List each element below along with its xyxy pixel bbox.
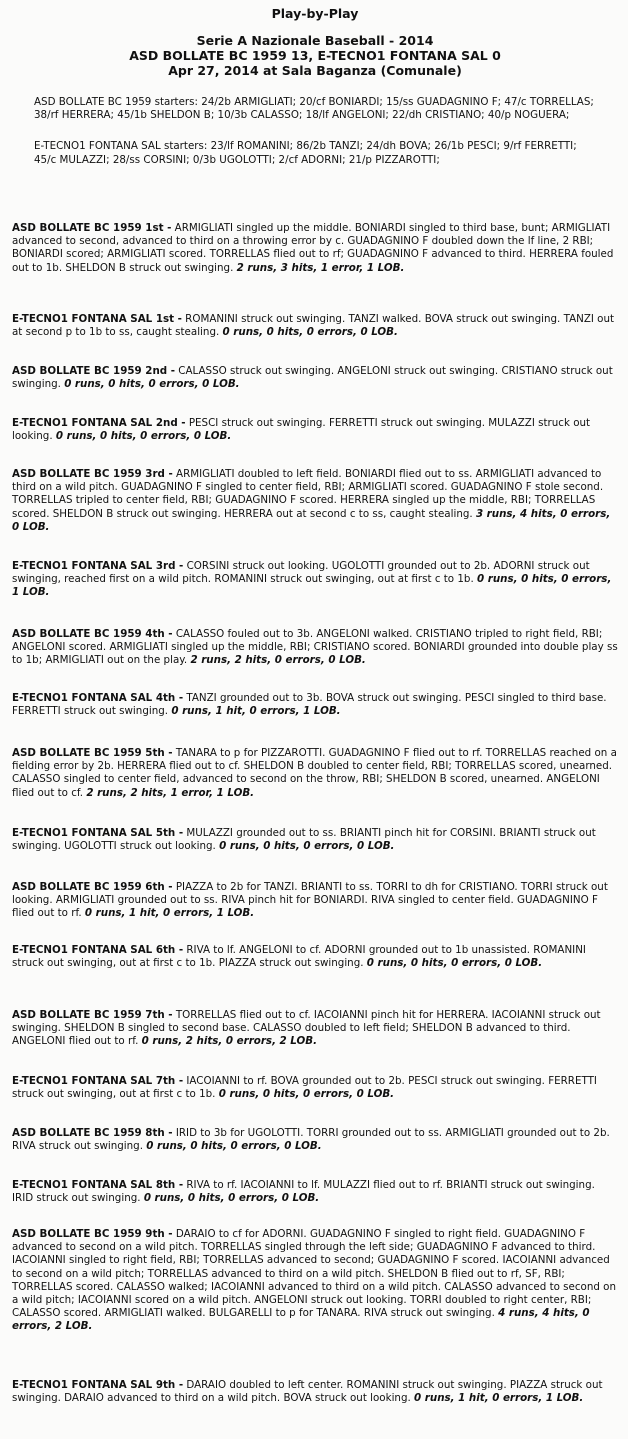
inning-entry xyxy=(12,560,618,600)
inning-team-label: ASD BOLLATE BC 1959 1st - xyxy=(12,222,172,234)
inning-entry xyxy=(12,1379,618,1405)
inning-entry xyxy=(12,827,618,853)
inning-team-label: ASD BOLLATE BC 1959 4th - xyxy=(12,628,173,640)
inning-summary: 0 runs, 0 hits, 0 errors, 0 LOB. xyxy=(222,326,398,339)
inning-summary: 4 runs, 4 hits, 0 errors, 2 LOB. xyxy=(12,1307,590,1333)
inning-plays: IRID to 3b for UGOLOTTI. TORRI grounded out to ss. ARMIGLIATI grounded out to 2b. RIVA struck out swinging. xyxy=(12,1127,610,1153)
inning-entry xyxy=(12,1228,618,1334)
away-starters: E-TECNO1 FONTANA SAL starters: 23/lf ROMANINI; 86/2b TANZI; 24/dh BOVA; 26/1b PESCI; 9/rf FERRETTI; 45/c MULAZZI; 28/ss CORSINI; 0/3b UGOLOTTI; 2/cf ADORNI; 21/p PIZZAROTTI; xyxy=(34,140,577,166)
inning-plays: RIVA to rf. IACOIANNI to lf. MULAZZI flied out to rf. BRIANTI struck out swinging. IRID struck out swinging. xyxy=(12,1179,595,1205)
inning-entry xyxy=(12,628,618,668)
inning-plays: ARMIGLIATI singled up the middle. BONIARDI singled to third base, bunt; ARMIGLIATI advanced to second, advanced to third on a throwing error by c. GUADAGNINO F doubled down the lf line, 2 RBI; BONIARDI scored; ARMIGLIATI scored. TORRELLAS flied out to rf; GUADAGNINO F advanced to third. HERRERA fouled out to 1b. SHELDON B struck out swinging. xyxy=(12,222,614,274)
inning-team-label: ASD BOLLATE BC 1959 3rd - xyxy=(12,468,173,480)
inning-summary: 2 runs, 2 hits, 0 errors, 0 LOB. xyxy=(190,654,366,667)
inning-entry xyxy=(12,417,618,443)
game-date-venue: Apr 27, 2014 at Sala Baganza (Comunale) xyxy=(168,63,462,78)
inning-summary: 0 runs, 0 hits, 0 errors, 0 LOB. xyxy=(218,1088,395,1101)
inning-entry xyxy=(12,222,618,275)
inning-team-label: ASD BOLLATE BC 1959 9th - xyxy=(12,1228,173,1240)
inning-team-label: E-TECNO1 FONTANA SAL 5th - xyxy=(12,827,184,839)
inning-plays: CALASSO struck out swinging. ANGELONI struck out swinging. CRISTIANO struck out swinging. xyxy=(12,365,613,391)
inning-team-label: E-TECNO1 FONTANA SAL 2nd - xyxy=(12,417,186,429)
inning-plays: PESCI struck out swinging. FERRETTI struck out swinging. MULAZZI struck out looking. xyxy=(12,417,591,443)
inning-summary: 0 runs, 0 hits, 0 errors, 0 LOB. xyxy=(143,1192,320,1205)
inning-entry xyxy=(12,944,618,970)
inning-summary: 0 runs, 0 hits, 0 errors, 0 LOB. xyxy=(64,378,240,391)
inning-team-label: E-TECNO1 FONTANA SAL 4th - xyxy=(12,692,184,704)
inning-summary: 0 runs, 1 hit, 0 errors, 1 LOB. xyxy=(84,907,255,920)
inning-summary: 2 runs, 2 hits, 1 error, 1 LOB. xyxy=(86,786,255,799)
inning-entry xyxy=(12,747,618,800)
inning-plays: CORSINI struck out looking. UGOLOTTI grounded out to 2b. ADORNI struck out swinging, reached first on a wild pitch. ROMANINI struck out swinging, out at first c to 1b. xyxy=(12,560,590,586)
inning-plays: TORRELLAS flied out to cf. IACOIANNI pinch hit for HERRERA. IACOIANNI struck out swinging. SHELDON B singled to second base. CALASSO doubled to left field; SHELDON B advanced to third. ANGELONI flied out to rf. xyxy=(12,1009,601,1048)
inning-team-label: E-TECNO1 FONTANA SAL 7th - xyxy=(12,1075,184,1087)
inning-team-label: ASD BOLLATE BC 1959 8th - xyxy=(12,1127,173,1139)
inning-plays: DARAIO to cf for ADORNI. GUADAGNINO F singled to right field. GUADAGNINO F advanced to second on a wild pitch. TORRELLAS singled through the left side; GUADAGNINO F advanced to third. IACOIANNI singled to right field, RBI; TORRELLAS advanced to second; GUADAGNINO F scored. IACOIANNI advanced to second on a wild pitch; TORRELLAS advanced to third on a wild pitch. SHELDON B flied out to rf, SF, RBI; TORRELLAS scored. CALASSO walked; IACOIANNI advanced to third on a wild pitch. CALASSO advanced to second on a wild pitch; IACOIANNI scored on a wild pitch. ANGELONI struck out looking. TORRI doubled to right center, RBI; CALASSO scored. ARMIGLIATI walked. BULGARELLI to p for TANARA. RIVA struck out swinging. xyxy=(12,1228,617,1320)
home-starters: ASD BOLLATE BC 1959 starters: 24/2b ARMIGLIATI; 20/cf BONIARDI; 15/ss GUADAGNINO F; 47/c TORRELLAS; 38/rf HERRERA; 45/1b SHELDON B; 10/3b CALASSO; 18/lf ANGELONI; 22/dh CRISTIANO; 40/p NOGUERA; xyxy=(34,96,594,122)
inning-plays: PIAZZA to 2b for TANZI. BRIANTI to ss. TORRI to dh for CRISTIANO. TORRI struck out looking. ARMIGLIATI grounded out to ss. RIVA pinch hit for BONIARDI. RIVA singled to center field. GUADAGNINO F flied out to rf. xyxy=(12,881,608,920)
inning-team-label: E-TECNO1 FONTANA SAL 3rd - xyxy=(12,560,184,572)
inning-entry xyxy=(12,1075,618,1101)
starting-lineups xyxy=(12,96,618,167)
game-score: ASD BOLLATE BC 1959 13, E-TECNO1 FONTANA SAL 0 xyxy=(129,48,501,63)
inning-entry xyxy=(12,692,618,718)
inning-summary: 2 runs, 3 hits, 1 error, 1 LOB. xyxy=(236,261,405,274)
inning-team-label: ASD BOLLATE BC 1959 2nd - xyxy=(12,365,176,377)
inning-summary: 0 runs, 0 hits, 0 errors, 0 LOB. xyxy=(146,1140,322,1153)
inning-team-label: E-TECNO1 FONTANA SAL 8th - xyxy=(12,1179,184,1191)
inning-plays: ROMANINI struck out swinging. TANZI walked. BOVA struck out swinging. TANZI out at second p to 1b to ss, caught stealing. xyxy=(12,313,615,339)
inning-summary: 0 runs, 0 hits, 0 errors, 0 LOB. xyxy=(366,957,543,970)
inning-team-label: E-TECNO1 FONTANA SAL 1st - xyxy=(12,313,182,325)
inning-team-label: ASD BOLLATE BC 1959 5th - xyxy=(12,747,173,759)
inning-entry xyxy=(12,1009,618,1049)
inning-entry xyxy=(12,365,618,391)
inning-entry xyxy=(12,1127,618,1153)
inning-plays: TANARA to p for PIZZAROTTI. GUADAGNINO F flied out to rf. TORRELLAS reached on a fielding error by 2b. HERRERA flied out to cf. SHELDON B doubled to center field, RBI; TORRELLAS scored, unearned. CALASSO singled to center field, advanced to second on the throw, RBI; SHELDON B scored, unearned. ANGELONI flied out to cf. xyxy=(12,747,617,799)
inning-plays: MULAZZI grounded out to ss. BRIANTI pinch hit for CORSINI. BRIANTI struck out swinging. UGOLOTTI struck out looking. xyxy=(12,827,596,853)
inning-entry xyxy=(12,313,618,339)
inning-team-label: ASD BOLLATE BC 1959 7th - xyxy=(12,1009,173,1021)
inning-entry xyxy=(12,468,618,534)
inning-plays: RIVA to lf. ANGELONI to cf. ADORNI grounded out to 1b unassisted. ROMANINI struck out swinging, out at first c to 1b. PIAZZA struck out swinging. xyxy=(12,944,586,970)
inning-team-label: ASD BOLLATE BC 1959 6th - xyxy=(12,881,173,893)
inning-entry xyxy=(12,1179,618,1205)
report-header xyxy=(12,0,618,78)
inning-summary: 0 runs, 1 hit, 0 errors, 1 LOB. xyxy=(414,1392,584,1405)
inning-plays: TANZI grounded out to 3b. BOVA struck out swinging. PESCI singled to third base. FERRETTI struck out swinging. xyxy=(12,692,607,718)
inning-summary: 0 runs, 1 hit, 0 errors, 1 LOB. xyxy=(171,705,341,718)
league-name: Serie A Nazionale Baseball - 2014 xyxy=(196,33,434,48)
inning-summary: 0 runs, 2 hits, 0 errors, 2 LOB. xyxy=(141,1035,318,1048)
inning-plays: CALASSO fouled out to 3b. ANGELONI walked. CRISTIANO tripled to right field, RBI; ANGELONI scored. ARMIGLIATI singled up the middle, RBI; CRISTIANO scored. BONIARDI grounded into double play ss to 1b; ARMIGLIATI out on the play. xyxy=(12,628,618,667)
inning-summary: 0 runs, 0 hits, 0 errors, 0 LOB. xyxy=(219,840,395,853)
inning-summary: 0 runs, 0 hits, 0 errors, 1 LOB. xyxy=(12,573,612,599)
report-title: Play-by-Play xyxy=(271,6,359,21)
inning-plays: DARAIO doubled to left center. ROMANINI struck out swinging. PIAZZA struck out swinging. DARAIO advanced to third on a wild pitch. BOVA struck out looking. xyxy=(12,1379,603,1405)
inning-plays: IACOIANNI to rf. BOVA grounded out to 2b. PESCI struck out swinging. FERRETTI struck out swinging, out at first c to 1b. xyxy=(12,1075,597,1101)
inning-plays: ARMIGLIATI doubled to left field. BONIARDI flied out to ss. ARMIGLIATI advanced to third on a wild pitch. GUADAGNINO F singled to center field, RBI; ARMIGLIATI scored. GUADAGNINO F stole second. TORRELLAS tripled to center field, RBI; GUADAGNINO F scored. HERRERA singled up the middle, RBI; TORRELLAS scored. SHELDON B struck out swinging. HERRERA out at second c to ss, caught stealing. xyxy=(12,468,604,520)
inning-team-label: E-TECNO1 FONTANA SAL 9th - xyxy=(12,1379,184,1391)
inning-summary: 0 runs, 0 hits, 0 errors, 0 LOB. xyxy=(55,430,232,443)
inning-entry xyxy=(12,881,618,921)
inning-summary: 3 runs, 4 hits, 0 errors, 0 LOB. xyxy=(12,507,611,533)
inning-team-label: E-TECNO1 FONTANA SAL 6th - xyxy=(12,944,184,956)
